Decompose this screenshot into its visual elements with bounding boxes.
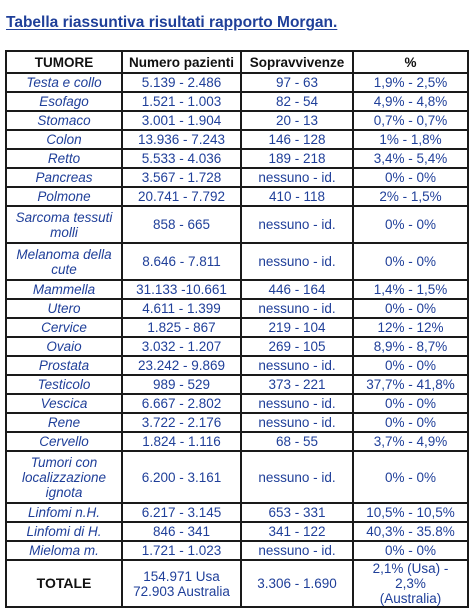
tumor-cell: Sarcoma tessuti molli: [6, 206, 122, 243]
pazienti-cell: 1.825 - 867: [122, 318, 241, 337]
pazienti-cell: 4.611 - 1.399: [122, 299, 241, 318]
pazienti-cell: 20.741 - 7.792: [122, 187, 241, 206]
table-row: [6, 337, 468, 356]
pazienti-cell: 5.139 - 2.486: [122, 73, 241, 92]
pazienti-cell: 3.032 - 1.207: [122, 337, 241, 356]
pazienti-cell: 6.217 - 3.145: [122, 503, 241, 522]
column-header-numero-pazienti: Numero pazienti: [122, 51, 241, 73]
sopravvivenze-cell: nessuno - id.: [241, 299, 353, 318]
total-sopravvivenze: 3.306 - 1.690: [241, 560, 353, 607]
table-row: [6, 522, 468, 541]
total-label: TOTALE: [6, 560, 122, 607]
tumor-cell: Rene: [6, 413, 122, 432]
tumor-cell: Melanoma della cute: [6, 243, 122, 280]
sopravvivenze-cell: 97 - 63: [241, 73, 353, 92]
percent-cell: 0% - 0%: [353, 206, 468, 243]
table-row: [6, 280, 468, 299]
sopravvivenze-cell: 410 - 118: [241, 187, 353, 206]
percent-cell: 0% - 0%: [353, 356, 468, 375]
sopravvivenze-cell: nessuno - id.: [241, 168, 353, 187]
pazienti-cell: 23.242 - 9.869: [122, 356, 241, 375]
sopravvivenze-cell: nessuno - id.: [241, 243, 353, 280]
sopravvivenze-cell: 269 - 105: [241, 337, 353, 356]
percent-cell: 0% - 0%: [353, 394, 468, 413]
pazienti-cell: 6.200 - 3.161: [122, 451, 241, 503]
table-row: [6, 168, 468, 187]
tumor-cell: Cervello: [6, 432, 122, 451]
percent-cell: 0% - 0%: [353, 299, 468, 318]
sopravvivenze-cell: 446 - 164: [241, 280, 353, 299]
tumor-cell: Stomaco: [6, 111, 122, 130]
table-row: [6, 299, 468, 318]
percent-cell: 37,7% - 41,8%: [353, 375, 468, 394]
sopravvivenze-cell: 219 - 104: [241, 318, 353, 337]
pazienti-cell: 1.824 - 1.116: [122, 432, 241, 451]
percent-cell: 12% - 12%: [353, 318, 468, 337]
sopravvivenze-cell: 82 - 54: [241, 92, 353, 111]
tumor-cell: Ovaio: [6, 337, 122, 356]
morgan-report-table: [5, 50, 469, 608]
pazienti-cell: 5.533 - 4.036: [122, 149, 241, 168]
table-row: [6, 432, 468, 451]
sopravvivenze-cell: 68 - 55: [241, 432, 353, 451]
table-row: [6, 503, 468, 522]
percent-cell: 1% - 1,8%: [353, 130, 468, 149]
pazienti-cell: 6.667 - 2.802: [122, 394, 241, 413]
sopravvivenze-cell: nessuno - id.: [241, 451, 353, 503]
percent-cell: 0% - 0%: [353, 451, 468, 503]
tumor-cell: Mammella: [6, 280, 122, 299]
percent-cell: 3,7% - 4,9%: [353, 432, 468, 451]
table-row: [6, 243, 468, 280]
percent-cell: 0% - 0%: [353, 243, 468, 280]
percent-cell: 2% - 1,5%: [353, 187, 468, 206]
tumor-cell: Esofago: [6, 92, 122, 111]
page-title: Tabella riassuntiva risultati rapporto Morgan.: [6, 14, 338, 31]
tumor-cell: Linfomi n.H.: [6, 503, 122, 522]
sopravvivenze-cell: 146 - 128: [241, 130, 353, 149]
pazienti-cell: 8.646 - 7.811: [122, 243, 241, 280]
column-header-sopravvivenze: Sopravvivenze: [241, 51, 353, 73]
sopravvivenze-cell: nessuno - id.: [241, 413, 353, 432]
tumor-cell: Vescica: [6, 394, 122, 413]
pazienti-cell: 989 - 529: [122, 375, 241, 394]
total-pazienti-usa: 154.971 Usa: [143, 568, 220, 584]
sopravvivenze-cell: 653 - 331: [241, 503, 353, 522]
sopravvivenze-cell: 20 - 13: [241, 111, 353, 130]
table-row: [6, 149, 468, 168]
percent-cell: 0,7% - 0,7%: [353, 111, 468, 130]
tumor-cell: Utero: [6, 299, 122, 318]
tumor-cell: Tumori con localizzazione ignota: [6, 451, 122, 503]
table-row: [6, 318, 468, 337]
column-header-percent: %: [353, 51, 468, 73]
percent-cell: 0% - 0%: [353, 168, 468, 187]
percent-cell: 1,4% - 1,5%: [353, 280, 468, 299]
total-percent-line1: 2,1% (Usa) - 2,3%: [372, 561, 449, 591]
percent-cell: 40,3% - 35.8%: [353, 522, 468, 541]
tumor-cell: Linfomi di H.: [6, 522, 122, 541]
column-header-tumore: TUMORE: [6, 51, 122, 73]
table-header-row: [6, 51, 468, 73]
percent-cell: 3,4% - 5,4%: [353, 149, 468, 168]
pazienti-cell: 846 - 341: [122, 522, 241, 541]
table-row: [6, 206, 468, 243]
percent-cell: 8,9% - 8,7%: [353, 337, 468, 356]
tumor-cell: Testa e collo: [6, 73, 122, 92]
table-total-row: [6, 560, 468, 607]
tumor-cell: Prostata: [6, 356, 122, 375]
tumor-cell: Colon: [6, 130, 122, 149]
percent-cell: 10,5% - 10,5%: [353, 503, 468, 522]
pazienti-cell: 3.001 - 1.904: [122, 111, 241, 130]
percent-cell: 0% - 0%: [353, 541, 468, 560]
total-percent-cell: [353, 560, 468, 607]
table-row: [6, 394, 468, 413]
pazienti-cell: 1.521 - 1.003: [122, 92, 241, 111]
pazienti-cell: 31.133 -10.661: [122, 280, 241, 299]
tumor-cell: Retto: [6, 149, 122, 168]
table-body: [6, 73, 468, 560]
pazienti-cell: 3.567 - 1.728: [122, 168, 241, 187]
table-row: [6, 187, 468, 206]
sopravvivenze-cell: nessuno - id.: [241, 394, 353, 413]
total-percent-line2: (Australia): [379, 591, 442, 606]
table-row: [6, 111, 468, 130]
sopravvivenze-cell: 341 - 122: [241, 522, 353, 541]
table-row: [6, 413, 468, 432]
pazienti-cell: 3.722 - 2.176: [122, 413, 241, 432]
table-row: [6, 375, 468, 394]
tumor-cell: Mieloma m.: [6, 541, 122, 560]
total-pazienti-australia: 72.903 Australia: [133, 583, 230, 599]
table-row: [6, 356, 468, 375]
table-row: [6, 73, 468, 92]
pazienti-cell: 13.936 - 7.243: [122, 130, 241, 149]
pazienti-cell: 1.721 - 1.023: [122, 541, 241, 560]
table-row: [6, 92, 468, 111]
tumor-cell: Testicolo: [6, 375, 122, 394]
total-pazienti-cell: [122, 560, 241, 607]
table-row: [6, 451, 468, 503]
table-row: [6, 130, 468, 149]
sopravvivenze-cell: 189 - 218: [241, 149, 353, 168]
table-row: [6, 541, 468, 560]
tumor-cell: Pancreas: [6, 168, 122, 187]
sopravvivenze-cell: nessuno - id.: [241, 206, 353, 243]
tumor-cell: Cervice: [6, 318, 122, 337]
tumor-cell: Polmone: [6, 187, 122, 206]
pazienti-cell: 858 - 665: [122, 206, 241, 243]
sopravvivenze-cell: 373 - 221: [241, 375, 353, 394]
percent-cell: 0% - 0%: [353, 413, 468, 432]
percent-cell: 4,9% - 4,8%: [353, 92, 468, 111]
sopravvivenze-cell: nessuno - id.: [241, 356, 353, 375]
percent-cell: 1,9% - 2,5%: [353, 73, 468, 92]
sopravvivenze-cell: nessuno - id.: [241, 541, 353, 560]
